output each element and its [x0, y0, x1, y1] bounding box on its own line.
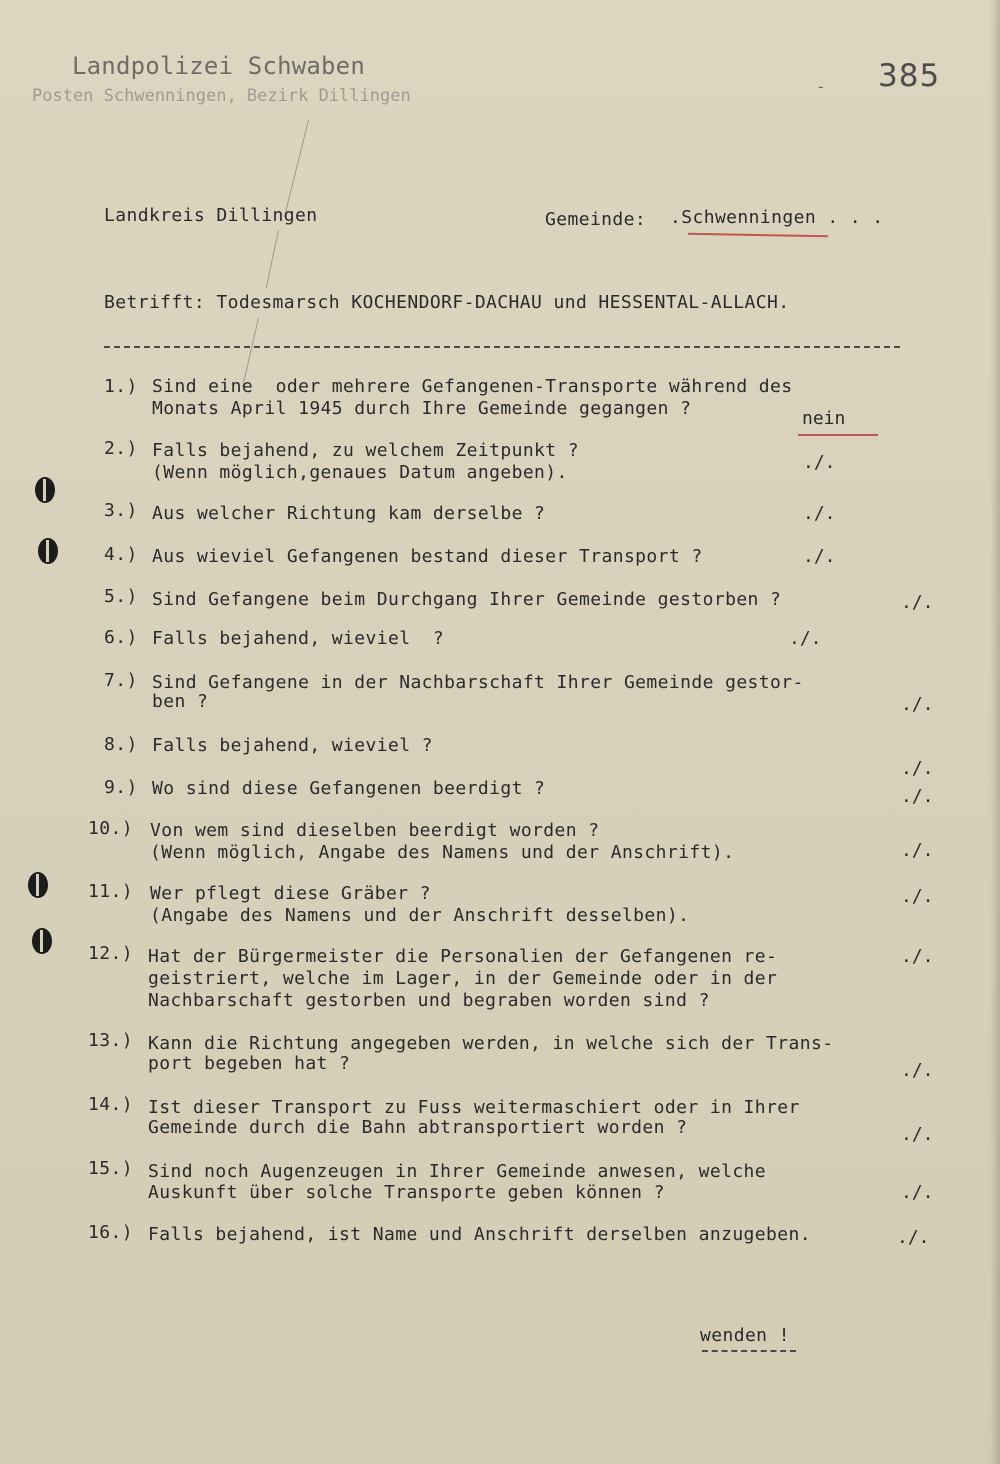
question-line: Falls bejahend, wieviel ?: [152, 628, 445, 649]
landkreis: Landkreis Dillingen: [104, 205, 318, 226]
punch-hole: [28, 872, 48, 898]
pencil-stroke: [266, 230, 279, 289]
question-number: 5.): [104, 586, 138, 607]
question-number: 1.): [104, 376, 138, 397]
answer-text: ./.: [901, 592, 934, 613]
question-line: (Wenn möglich, Angabe des Namens und der Anschrift).: [150, 842, 735, 863]
answer-text: ./.: [897, 1227, 930, 1248]
question-line: Sind eine oder mehrere Gefangenen-Transporte während des: [152, 376, 793, 397]
question-line: Nachbarschaft gestorben und begraben worden sind ?: [148, 990, 710, 1011]
question-line: Wo sind diese Gefangenen beerdigt ?: [152, 778, 546, 799]
answer-text: ./.: [901, 758, 934, 779]
question-number: 6.): [104, 627, 138, 648]
footer-underline: [702, 1350, 796, 1352]
question-line: Aus welcher Richtung kam derselbe ?: [152, 503, 546, 524]
red-underline: [798, 434, 878, 436]
answer-text: ./.: [901, 694, 934, 715]
answer-text: ./.: [901, 1060, 934, 1081]
question-line: geistriert, welche im Lager, in der Gemeinde oder in der: [148, 968, 778, 989]
subject-line: Betrifft: Todesmarsch KOCHENDORF-DACHAU und HESSENTAL-ALLACH.: [104, 292, 790, 313]
answer-text: ./.: [789, 628, 822, 649]
separator-line: [104, 346, 900, 348]
question-number: 8.): [104, 734, 138, 755]
question-number: 7.): [104, 670, 138, 691]
question-line: Aus wieviel Gefangenen bestand dieser Transport ?: [152, 546, 703, 567]
question-line: (Wenn möglich,genaues Datum angeben).: [152, 462, 568, 483]
police-stamp-line2: Posten Schwenningen, Bezirk Dillingen: [32, 86, 411, 106]
question-line: Gemeinde durch die Bahn abtransportiert worden ?: [148, 1117, 688, 1138]
gemeinde-label: Gemeinde:: [545, 209, 647, 230]
answer-text: ./.: [901, 1124, 934, 1145]
page-number: 385: [878, 58, 941, 94]
answer-text: ./.: [901, 886, 934, 907]
gemeinde-value: .Schwenningen . . .: [670, 207, 884, 228]
question-line: ben ?: [152, 691, 209, 712]
question-number: 2.): [104, 438, 138, 459]
answer-text: ./.: [803, 546, 836, 567]
question-line: Hat der Bürgermeister die Personalien der Gefangenen re-: [148, 946, 778, 967]
question-number: 4.): [104, 544, 138, 565]
page-edge-shadow: [990, 0, 1000, 1464]
question-line: Sind Gefangene beim Durchgang Ihrer Gemeinde gestorben ?: [152, 589, 782, 610]
question-line: Ist dieser Transport zu Fuss weitermaschiert oder in Ihrer: [148, 1097, 800, 1118]
question-number: 15.): [88, 1158, 133, 1179]
question-number: 11.): [88, 881, 133, 902]
punch-hole: [38, 538, 58, 564]
question-line: Falls bejahend, ist Name und Anschrift derselben anzugeben.: [148, 1224, 811, 1245]
question-line: Kann die Richtung angegeben werden, in welche sich der Trans-: [148, 1033, 834, 1054]
question-number: 13.): [88, 1030, 133, 1051]
answer-text: ./.: [901, 786, 934, 807]
question-line: Sind noch Augenzeugen in Ihrer Gemeinde anwesen, welche: [148, 1161, 767, 1182]
question-line: port begeben hat ?: [148, 1053, 351, 1074]
answer-text: ./.: [803, 503, 836, 524]
question-number: 3.): [104, 500, 138, 521]
answer-text: ./.: [901, 1182, 934, 1203]
police-stamp-line1: Landpolizei Schwaben: [72, 52, 365, 80]
turn-over-note: wenden !: [700, 1325, 790, 1346]
answer-text: nein: [802, 408, 846, 429]
question-number: 16.): [88, 1222, 133, 1243]
punch-hole: [32, 928, 52, 954]
question-line: Wer pflegt diese Gräber ?: [150, 883, 431, 904]
answer-text: ./.: [803, 452, 836, 473]
pencil-stroke: [284, 120, 309, 217]
question-line: (Angabe des Namens und der Anschrift desselben).: [150, 905, 690, 926]
answer-text: ./.: [901, 840, 934, 861]
red-underline: [688, 233, 828, 237]
question-line: Auskunft über solche Transporte geben können ?: [148, 1182, 665, 1203]
answer-text: ./.: [901, 946, 934, 967]
question-number: 9.): [104, 777, 138, 798]
question-line: Monats April 1945 durch Ihre Gemeinde gegangen ?: [152, 398, 692, 419]
question-number: 12.): [88, 943, 133, 964]
question-line: Falls bejahend, zu welchem Zeitpunkt ?: [152, 440, 580, 461]
question-line: Falls bejahend, wieviel ?: [152, 735, 433, 756]
question-number: 14.): [88, 1094, 133, 1115]
question-line: Sind Gefangene in der Nachbarschaft Ihrer Gemeinde gestor-: [152, 672, 804, 693]
question-number: 10.): [88, 818, 133, 839]
question-line: Von wem sind dieselben beerdigt worden ?: [150, 820, 600, 841]
stamp-mark: -: [816, 77, 827, 96]
punch-hole: [35, 477, 55, 503]
